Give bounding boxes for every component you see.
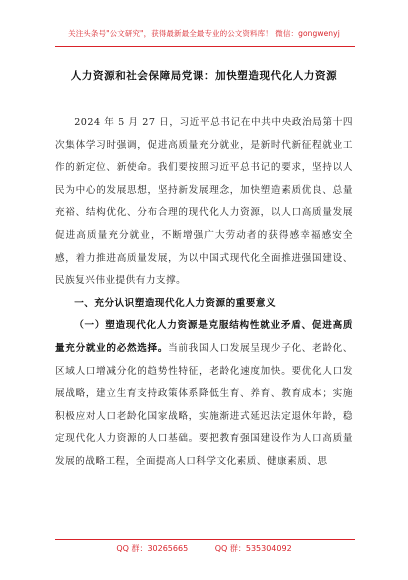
subsection-paragraph (55, 315, 353, 473)
subsection-body: 当前我国人口发展呈现少子化、老龄化、区域人口增减分化的趋势性特征，老龄化速度加快。要优化人口发展战略，建立生育支持政策体系降低生育、养育、教育成本；实施积极应对人口老龄化国家战略，实施渐进式延迟法定退休年龄，稳定现代化人力资源的人口基础。要把教育强国建设作为人口高质量发展的战略工程，全面提高人口科学文化素质、健康素质、思 (55, 342, 354, 467)
footer-qq-group-1: QQ 群：30265665 (116, 544, 189, 553)
footer-contacts (0, 543, 408, 554)
footer-qq-group-2: QQ 群：535304092 (214, 544, 292, 553)
document-body (55, 112, 353, 474)
intro-paragraph: 2024 年 5 月 27 日，习近平总书记在中共中央政治局第十四次集体学习时强调，促进高质量充分就业，是新时代新征程就业工作的新定位、新使命。我们要按照习近平总书记的要求，坚持以人民为中心的发展思想，坚持新发展理念，加快塑造素质优良、总量充裕、结构优化、分布合理的现代化人力资源，以人口高质量发展促进高质量充分就业，不断增强广大劳动者的获得感幸福感安全感，着力推进高质量发展，为以中国式现代化全面推进强国建设、民族复兴伟业提供有力支撑。 (55, 117, 353, 287)
document-title: 人力资源和社会保障局党课：加快塑造现代化人力资源 (70, 70, 338, 82)
footer-divider (55, 539, 355, 540)
header-divider (55, 46, 355, 47)
header-banner: 关注头条号"公文研究"，获得最新最全最专业的公文资料库！ 微信：gongwenyj (68, 29, 340, 38)
subsection-heading: （一）塑造现代化人力资源是克服结构性就业矛盾、促进高质量充分就业的必然选择。 (55, 320, 353, 354)
section-heading: 一、充分认识塑造现代化人力资源的重要意义 (74, 297, 277, 309)
